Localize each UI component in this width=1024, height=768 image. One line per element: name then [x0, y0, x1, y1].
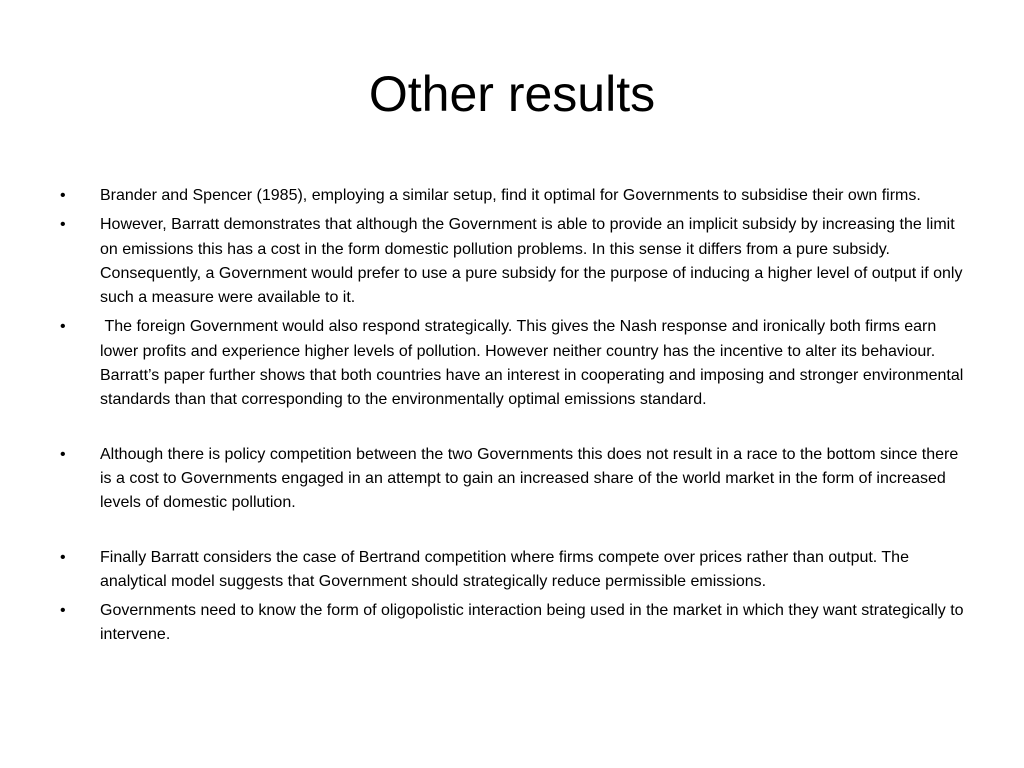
bullet-mark: •: [60, 216, 66, 234]
bullet-mark: •: [60, 445, 66, 463]
bullet-list: [60, 184, 970, 653]
bullet-text: Governments need to know the form of oligopolistic interaction being used in the market in which they want strategically to intervene.: [100, 602, 964, 644]
bullet-mark: •: [60, 548, 66, 566]
bullet-text: Brander and Spencer (1985), employing a similar setup, find it optimal for Governments to subsidise their own firms.: [100, 187, 921, 204]
bullet-text: The foreign Government would also respond strategically. This gives the Nash response and ironically both firms earn lower profits and experience higher levels of pollution. However neither country has the incentive to alter its behaviour. Barratt’s paper further shows that both countries have an interest in cooperating and imposing and stronger environmental standards than that corresponding to the environmentally optimal emissions standard.: [100, 318, 968, 409]
bullet-item: [60, 184, 970, 208]
bullet-item: [60, 443, 970, 516]
bullet-item: [60, 315, 970, 412]
bullet-item: [60, 213, 970, 310]
bullet-item: [60, 599, 970, 648]
bullet-text: However, Barratt demonstrates that although the Government is able to provide an implicit subsidy by increasing the limit on emissions this has a cost in the form domestic pollution problems. In this sense it differs from a pure subsidy. Consequently, a Government would prefer to use a pure subsidy for the purpose of inducing a higher level of output if only such a measure were available to it.: [100, 216, 963, 307]
bullet-mark: •: [60, 318, 66, 336]
bullet-text: Finally Barratt considers the case of Bertrand competition where firms compete over prices rather than output. The analytical model suggests that Government should strategically reduce permissible emissions.: [100, 548, 909, 590]
bullet-item: [60, 546, 970, 595]
bullet-text: Although there is policy competition between the two Governments this does not result in a race to the bottom since there is a cost to Governments engaged in an attempt to gain an increased share of the world market in the form of increased levels of domestic pollution.: [100, 445, 959, 512]
bullet-mark: •: [60, 187, 66, 204]
bullet-mark: •: [60, 602, 66, 620]
slide-title: Other results: [368, 66, 656, 122]
